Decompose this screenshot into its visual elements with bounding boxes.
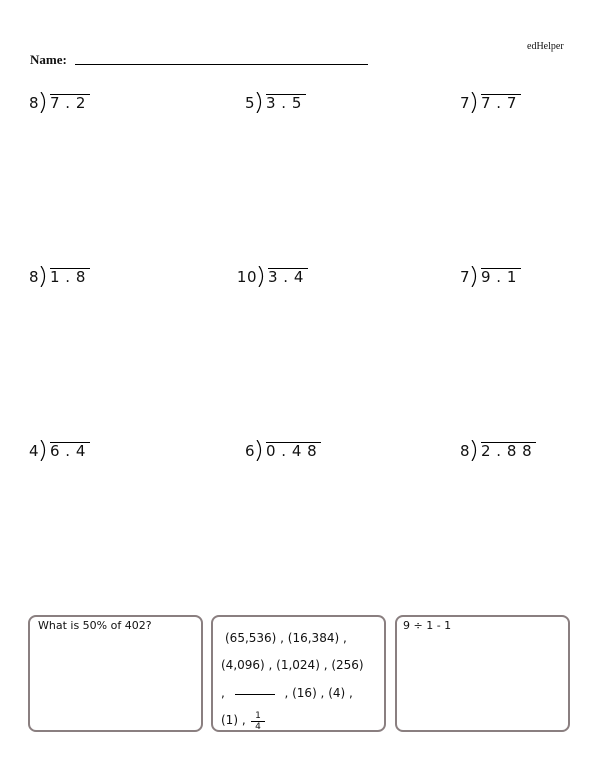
- dividend: 3 . 4: [268, 268, 308, 286]
- divisor: 7: [459, 268, 470, 286]
- divisor: 8: [459, 442, 470, 460]
- percent-question-box: [28, 615, 203, 732]
- divisor: 5: [244, 94, 255, 112]
- dividend: 7 . 7: [481, 94, 521, 112]
- fraction-numerator: 1: [251, 711, 265, 722]
- sequence-line-2: (4,096) , (1,024) , (256): [221, 658, 364, 672]
- sequence-line-3-suffix: , (16) , (4) ,: [284, 686, 353, 700]
- sequence-line-3: [221, 686, 353, 700]
- divisor: 10: [236, 268, 257, 286]
- sequence-line-4: (1) ,: [221, 713, 246, 727]
- divisor: 8: [28, 94, 39, 112]
- dividend: 6 . 4: [50, 442, 90, 460]
- expression-text: 9 ÷ 1 - 1: [403, 619, 452, 632]
- division-bracket-icon: [471, 266, 480, 287]
- divisor: 4: [28, 442, 39, 460]
- sequence-answer-blank[interactable]: [235, 693, 275, 695]
- name-line[interactable]: [75, 64, 368, 65]
- division-bracket-icon: [471, 92, 480, 113]
- sequence-line-3-prefix: ,: [221, 686, 225, 700]
- dividend: 3 . 5: [266, 94, 306, 112]
- name-label: Name:: [30, 52, 67, 67]
- sequence-box: [211, 615, 386, 732]
- division-bracket-icon: [471, 440, 480, 461]
- dividend: 7 . 2: [50, 94, 90, 112]
- sequence-line-1: (65,536) , (16,384) ,: [225, 631, 347, 645]
- dividend: 9 . 1: [481, 268, 521, 286]
- divisor: 8: [28, 268, 39, 286]
- divisor: 6: [244, 442, 255, 460]
- division-bracket-icon: [40, 266, 49, 287]
- fraction-one-quarter: [251, 711, 265, 732]
- dividend: 2 . 8 8: [481, 442, 536, 460]
- divisor: 7: [459, 94, 470, 112]
- division-bracket-icon: [258, 266, 267, 287]
- expression-box: [395, 615, 570, 732]
- dividend: 0 . 4 8: [266, 442, 321, 460]
- percent-question-text: What is 50% of 402?: [38, 619, 152, 632]
- brand-label: edHelper: [527, 41, 564, 52]
- division-bracket-icon: [256, 92, 265, 113]
- division-bracket-icon: [40, 92, 49, 113]
- division-bracket-icon: [40, 440, 49, 461]
- division-bracket-icon: [256, 440, 265, 461]
- fraction-denominator: 4: [255, 722, 261, 732]
- dividend: 1 . 8: [50, 268, 90, 286]
